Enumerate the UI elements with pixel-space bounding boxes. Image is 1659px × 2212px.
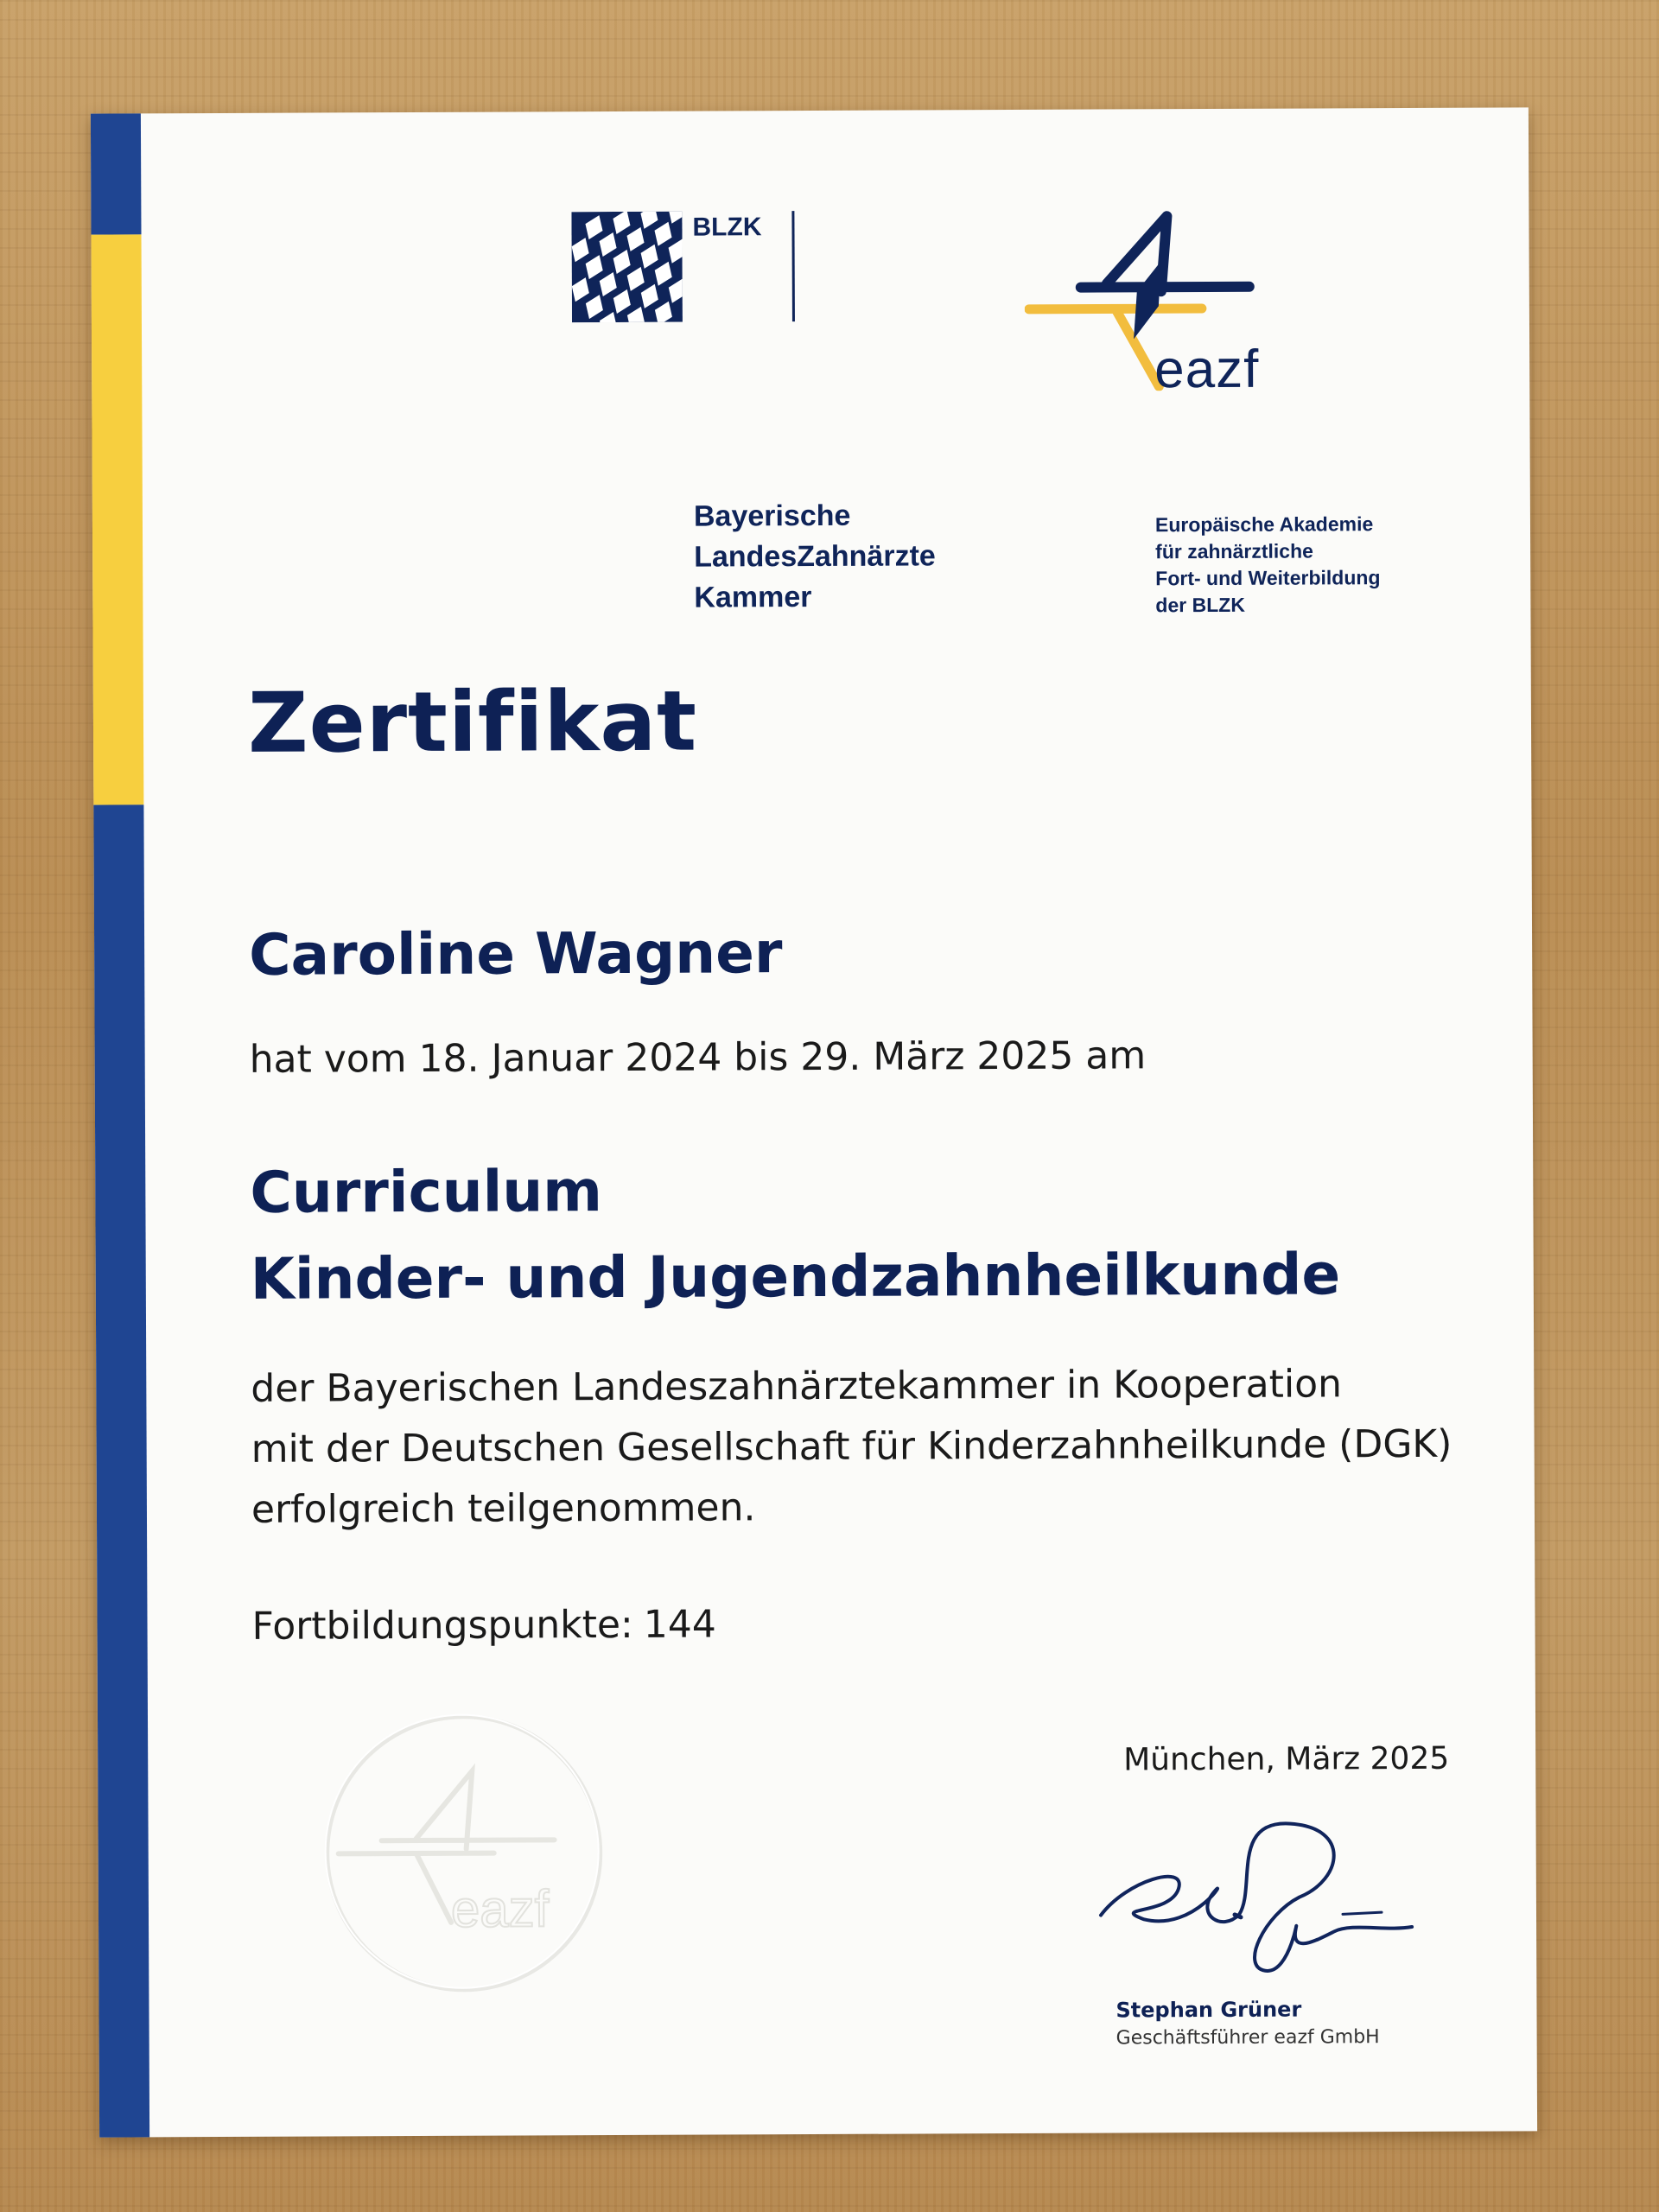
bavarian-diamonds-icon [571,212,683,323]
eazf-description [1155,511,1381,619]
participation-period: hat vom 18. Januar 2024 bis 29. März 2025 am [249,1033,1147,1082]
course-title-line: Curriculum [250,1158,603,1226]
signer-name: Stephan Grüner [1116,1997,1302,2023]
continuing-education-points [251,1602,715,1648]
course-title [250,1145,1340,1323]
body-line: mit der Deutschen Gesellschaft für Kinderzahnheilkunde (DGK) [251,1421,1452,1471]
handwritten-signature [1091,1810,1421,1985]
eazf-wordmark: eazf [1154,339,1260,400]
blzk-logo [571,211,936,626]
signer-role: Geschäftsführer eazf GmbH [1116,2026,1380,2050]
eazf-description-line: für zahnärztliche [1155,539,1313,563]
body-line: erfolgreich teilgenommen. [251,1485,756,1532]
certificate-body [251,1354,1452,1541]
certificate-sheet [91,107,1537,2137]
blzk-name-line: Kammer [694,581,812,614]
recipient-name: Caroline Wagner [248,919,783,988]
eazf-emboss-seal [321,1710,607,1996]
course-title-line: Kinder- und Jugendzahnheilkunde [250,1241,1341,1313]
points-label: Fortbildungspunkte: [251,1602,633,1649]
certificate-title: Zertifikat [247,672,698,772]
eazf-description-line: Fort- und Weiterbildung [1155,566,1381,590]
blzk-name-line: LandesZahnärzte [694,539,936,574]
blue-stripe-bottom [93,804,149,2137]
blzk-full-name [694,495,936,618]
signer-block [1116,1997,1379,2049]
yellow-stripe [92,234,144,804]
blzk-abbreviation: BLZK [692,213,762,242]
emboss-wordmark: eazf [450,1879,550,1938]
blue-stripe-top [91,113,142,234]
blzk-name-line: Bayerische [693,499,851,533]
eazf-logo [1024,208,1475,642]
place-and-date: München, März 2025 [1123,1740,1450,1778]
logo-divider [791,211,795,321]
body-line: der Bayerischen Landeszahnärztekammer in Kooperation [251,1362,1343,1411]
eazf-description-line: der BLZK [1155,593,1245,617]
points-value: 144 [643,1602,716,1647]
eazf-description-line: Europäische Akademie [1154,512,1374,537]
